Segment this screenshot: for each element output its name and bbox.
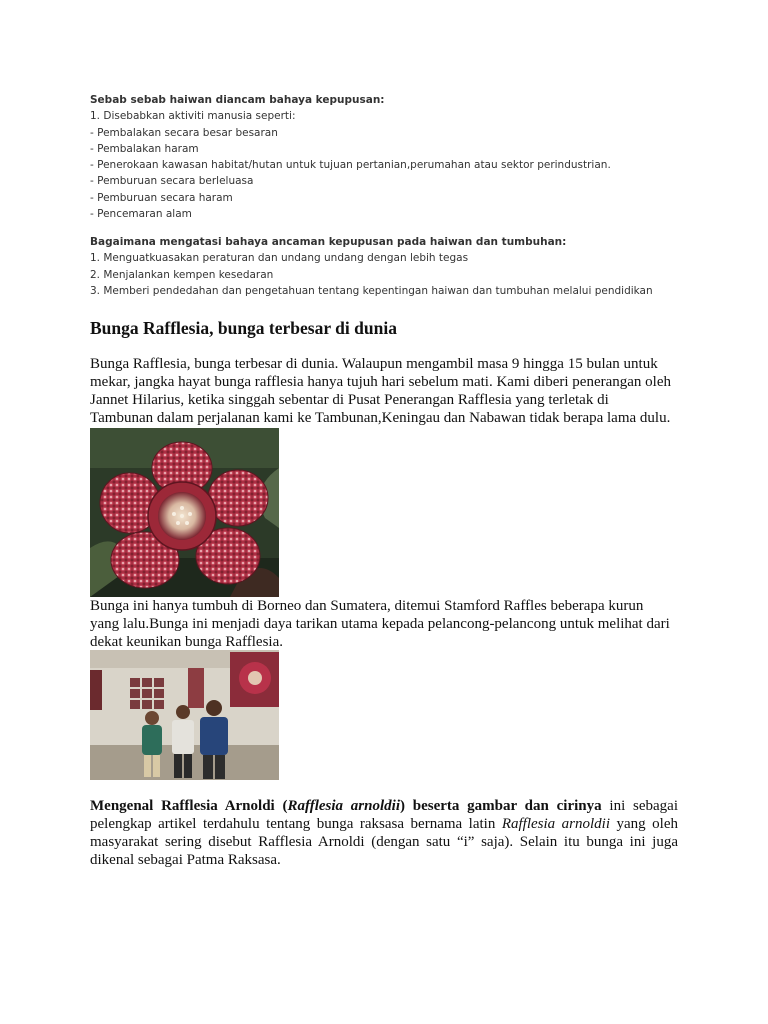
threats-line: - Pembalakan secara besar besaran <box>90 126 278 139</box>
solutions-line: 1. Menguatkuasakan peraturan dan undang undang dengan lebih tegas <box>90 252 469 265</box>
paragraph-italic-text: Rafflesia arnoldii <box>501 816 611 832</box>
solutions-heading: Bagaimana mengatasi bahaya ancaman kepupusan pada haiwan dan tumbuhan: <box>90 236 567 248</box>
threats-heading: Sebab sebab haiwan diancam bahaya kepupusan: <box>90 94 385 106</box>
threats-line: - Pemburuan secara haram <box>90 191 233 204</box>
threats-section <box>90 92 730 222</box>
paragraph-line: dekat keunikan bunga Rafflesia. <box>90 634 283 650</box>
rafflesia-flower-photo <box>90 428 279 597</box>
solutions-line: 3. Memberi pendedahan dan pengetahuan tentang kepentingan haiwan dan tumbuhan melalui pendidikan <box>90 284 653 297</box>
paragraph-line: Tambunan dalam perjalanan kami ke Tambunan,Keningau dan Nabawan tidak berapa lama dulu. <box>90 410 671 426</box>
paragraph-line: Bunga ini hanya tumbuh di Borneo dan Sumatera, ditemui Stamford Raffles beberapa kurun <box>90 598 644 614</box>
paragraph-text: yang oleh masyarakat sering disebut Rafflesia Arnoldi (dengan satu “i” saja). Selain itu bunga ini juga dikenal sebagai Patma Raksasa. <box>90 816 678 868</box>
paragraph-text: ini sebagai pelengkap artikel terdahulu tentang bunga raksasa bernama latin <box>90 798 678 832</box>
article-paragraph-2 <box>90 597 690 651</box>
paragraph-line: Bunga Rafflesia, bunga terbesar di dunia. Walaupun mengambil masa 9 hingga 15 bulan untuk <box>90 356 658 372</box>
solutions-section <box>90 234 730 299</box>
paragraph-bold-text: Mengenal Rafflesia Arnoldi ( <box>90 798 288 814</box>
threats-line: - Pencemaran alam <box>90 208 192 221</box>
visitors-at-rafflesia-center-photo <box>90 650 279 780</box>
paragraph-bold-italic-text: Rafflesia arnoldii <box>287 798 400 814</box>
threats-line: - Pembalakan haram <box>90 142 199 155</box>
threats-line: - Penerokaan kawasan habitat/hutan untuk tujuan pertanian,perumahan atau sektor perindustrian. <box>90 159 611 172</box>
article-paragraph-1 <box>90 355 690 427</box>
threats-line: - Pemburuan secara berleluasa <box>90 175 254 188</box>
paragraph-line: yang lalu.Bunga ini menjadi daya tarikan utama kepada pelancong-pelancong untuk melihat dari <box>90 616 670 632</box>
paragraph-line: mekar, jangka hayat bunga rafflesia hanya tujuh hari sebelum mati. Kami diberi penerangan oleh <box>90 374 671 390</box>
threats-line: 1. Disebabkan aktiviti manusia seperti: <box>90 110 296 123</box>
paragraph-line: Jannet Hilarius, ketika singgah sebentar di Pusat Penerangan Rafflesia yang terletak di <box>90 392 609 408</box>
paragraph-bold-text: ) beserta gambar dan cirinya <box>400 798 602 814</box>
solutions-line: 2. Menjalankan kempen kesedaran <box>90 268 274 281</box>
article-paragraph-3 <box>90 797 678 869</box>
article-title: Bunga Rafflesia, bunga terbesar di dunia <box>90 318 397 338</box>
